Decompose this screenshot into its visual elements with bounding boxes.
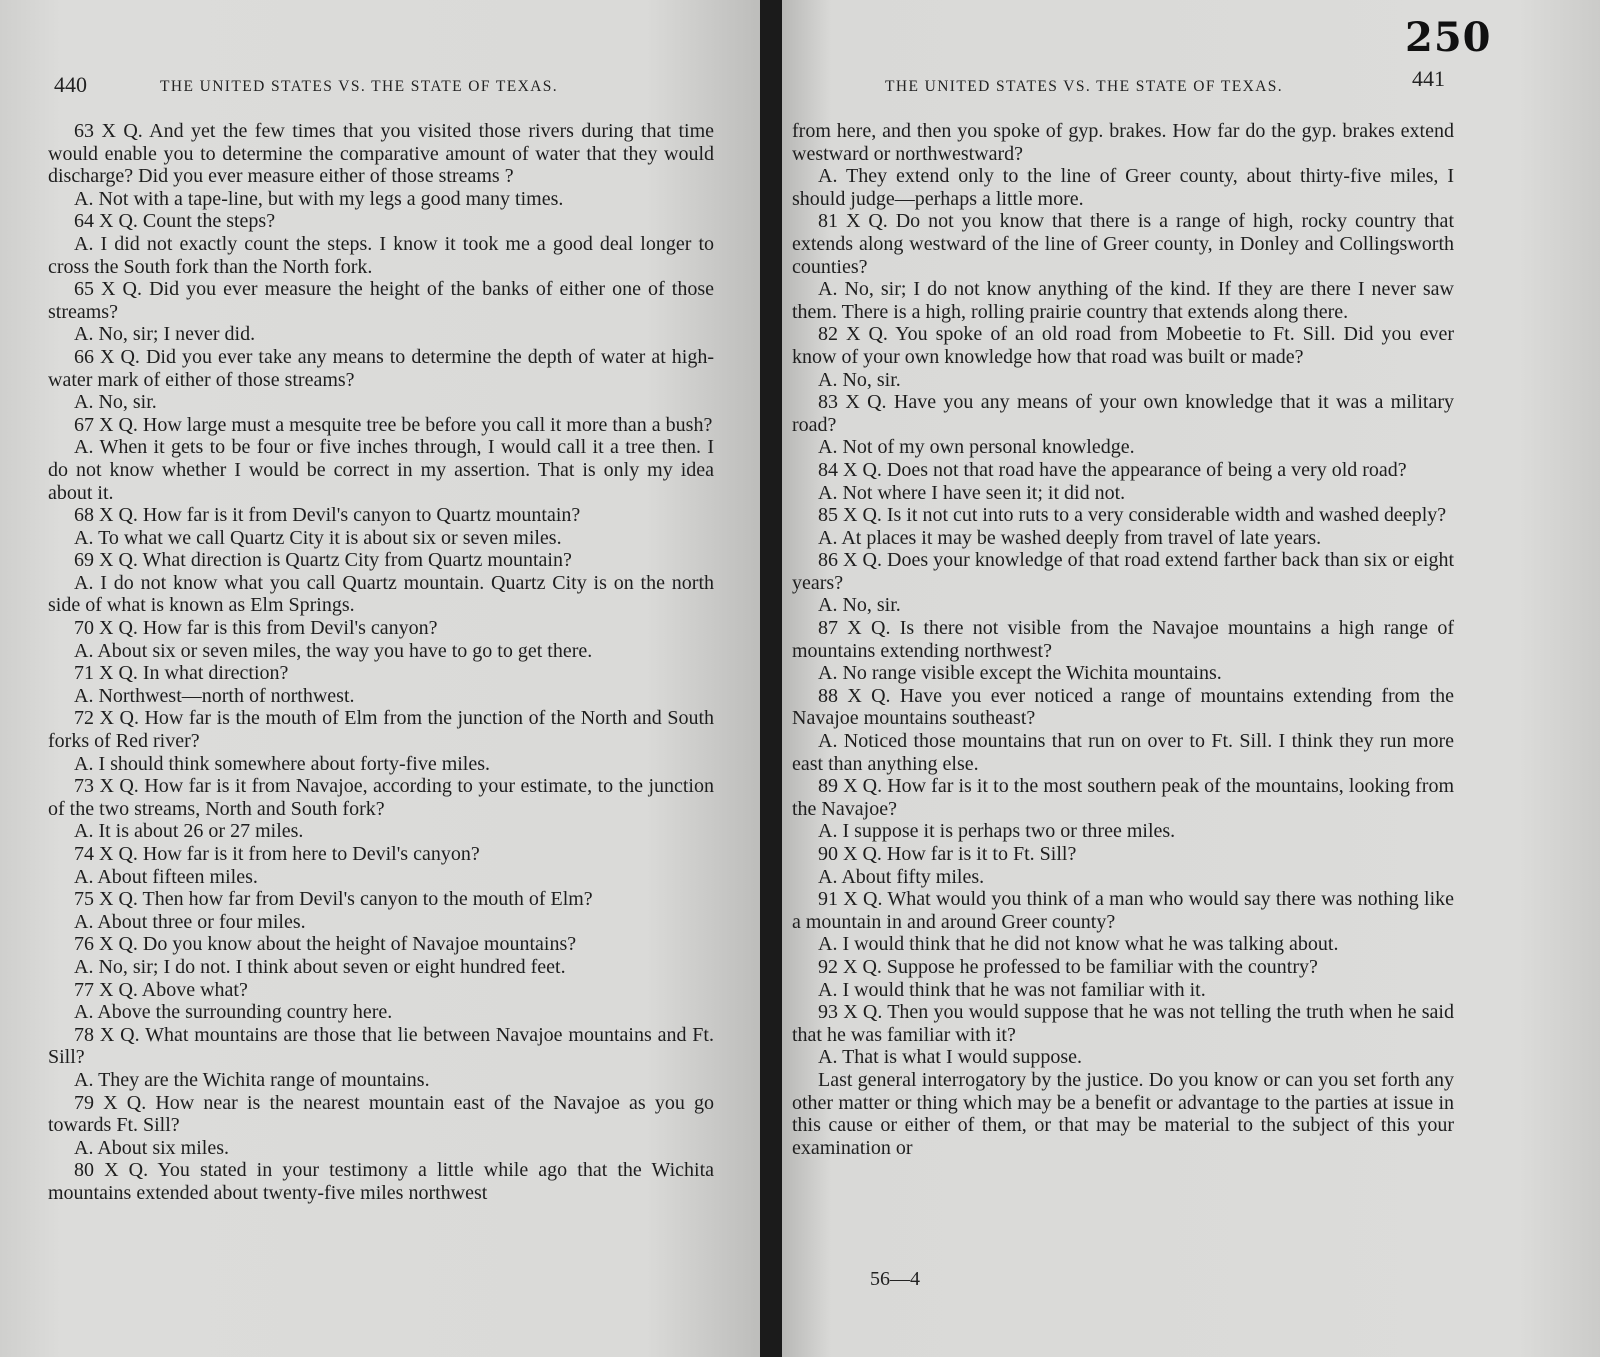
answer-paragraph: A. I do not know what you call Quartz mountain. Quartz City is on the north side of what is known as Elm Springs. [48, 571, 714, 617]
answer-paragraph: A. About six miles. [74, 1136, 230, 1159]
question-paragraph: 78 X Q. What mountains are those that lie between Navajoe mountains and Ft. Sill? [48, 1023, 714, 1069]
answer-paragraph: A. I suppose it is perhaps two or three miles. [818, 820, 1176, 843]
question-paragraph: 82 X Q. You spoke of an old road from Mobeetie to Ft. Sill. Did you ever know of your own knowledge how that road was built or made? [792, 323, 1454, 368]
question-paragraph: 71 X Q. In what direction? [74, 662, 289, 685]
question-paragraph: 68 X Q. How far is it from Devil's canyon to Quartz mountain? [74, 504, 581, 527]
answer-paragraph: A. About fifty miles. [818, 865, 985, 888]
answer-paragraph: A. No, sir. [74, 391, 157, 414]
left-page-number: 440 [54, 72, 87, 97]
question-paragraph: 84 X Q. Does not that road have the appearance of being a very old road? [818, 458, 1407, 481]
question-paragraph: 85 X Q. Is it not cut into ruts to a very considerable width and washed deeply? [818, 504, 1447, 527]
answer-paragraph: A. About fifteen miles. [74, 865, 258, 888]
right-running-head: THE UNITED STATES VS. THE STATE OF TEXAS. [885, 78, 1284, 95]
question-paragraph: 69 X Q. What direction is Quartz City from Quartz mountain? [74, 549, 572, 572]
answer-paragraph: A. I would think that he was not familiar with it. [818, 978, 1206, 1001]
answer-paragraph: A. Not of my own personal knowledge. [818, 436, 1135, 459]
answer-paragraph: A. About three or four miles. [74, 910, 306, 933]
question-paragraph: 91 X Q. What would you think of a man who would say there was nothing like a mountain in and around Greer county? [792, 888, 1454, 933]
question-paragraph: 80 X Q. You stated in your testimony a little while ago that the Wichita mountains extended about twenty-five miles northwest [48, 1159, 714, 1204]
continuation-paragraph: from here, and then you spoke of gyp. brakes. How far do the gyp. brakes extend westward or northwestward? [792, 120, 1454, 165]
question-paragraph: 92 X Q. Suppose he professed to be familiar with the country? [818, 955, 1318, 978]
question-paragraph: 76 X Q. Do you know about the height of Navajoe mountains? [74, 933, 577, 956]
question-paragraph: 74 X Q. How far is it from here to Devil's canyon? [74, 843, 480, 865]
answer-paragraph: A. I did not exactly count the steps. I know it took me a good deal longer to cross the South fork than the North fork. [48, 232, 714, 278]
right-page [782, 0, 1600, 1357]
left-page [0, 0, 760, 1357]
answer-paragraph: A. Northwest—north of northwest. [74, 684, 355, 707]
question-paragraph: 89 X Q. How far is it to the most southern peak of the mountains, looking from the Navajoe? [792, 775, 1454, 820]
answer-paragraph: A. That is what I would suppose. [818, 1046, 1083, 1069]
question-paragraph: 83 X Q. Have you any means of your own knowledge that it was a military road? [792, 391, 1454, 436]
right-page-number: 441 [1412, 66, 1445, 91]
answer-paragraph: A. They extend only to the line of Greer county, about thirty-five miles, I should judge—perhaps a little more. [792, 165, 1454, 210]
answer-paragraph: A. They are the Wichita range of mountains. [74, 1068, 430, 1091]
answer-paragraph: A. Noticed those mountains that run on over to Ft. Sill. I think they run more east than anything else. [792, 730, 1454, 775]
question-paragraph: 63 X Q. And yet the few times that you visited those rivers during that time would enable you to determine the comparative amount of water that they would discharge? Did you ever measure either of those streams ? [48, 120, 714, 188]
question-paragraph: 73 X Q. How far is it from Navajoe, according to your estimate, to the junction of the two streams, North and South fork? [48, 775, 714, 820]
answer-paragraph: A. I should think somewhere about forty-five miles. [74, 752, 491, 775]
answer-paragraph: A. To what we call Quartz City it is about six or seven miles. [74, 526, 562, 549]
signature-mark: 56—4 [870, 1268, 920, 1290]
answer-paragraph: A. No, sir; I do not know anything of the kind. If they are there I never saw them. There is a high, rolling prairie country that extends along there. [792, 278, 1454, 323]
question-paragraph: 64 X Q. Count the steps? [74, 210, 276, 233]
answer-paragraph: A. It is about 26 or 27 miles. [74, 820, 304, 843]
question-paragraph: 75 X Q. Then how far from Devil's canyon to the mouth of Elm? [74, 888, 593, 911]
right-text-column [792, 120, 1454, 1159]
answer-paragraph: A. When it gets to be four or five inches through, I would call it a tree then. I do not know whether I would be correct in my assertion. That is only my idea about it. [48, 436, 714, 504]
answer-paragraph: A. No, sir. [818, 594, 901, 617]
question-paragraph: 90 X Q. How far is it to Ft. Sill? [818, 843, 1077, 865]
answer-paragraph: A. I would think that he did not know what he was talking about. [818, 933, 1339, 956]
answer-paragraph: A. Not with a tape-line, but with my legs a good many times. [74, 187, 564, 210]
answer-paragraph: A. About six or seven miles, the way you have to go to get there. [74, 639, 593, 662]
question-paragraph: 79 X Q. How near is the nearest mountain east of the Navajoe as you go towards Ft. Sill? [48, 1091, 714, 1137]
question-paragraph: 87 X Q. Is there not visible from the Navajoe mountains a high range of mountains extending northwest? [792, 617, 1454, 662]
question-paragraph: 67 X Q. How large must a mesquite tree be before you call it more than a bush? [74, 413, 713, 436]
question-paragraph: Last general interrogatory by the justice. Do you know or can you set forth any other matter or thing which may be a benefit or advantage to the parties at issue in this cause or either of them, or that may be material to the subject of this your examination or [792, 1068, 1454, 1159]
answer-paragraph: A. No, sir. [818, 368, 901, 391]
answer-paragraph: A. Above the surrounding country here. [74, 1001, 393, 1024]
left-text-column [48, 120, 714, 1205]
question-paragraph: 66 X Q. Did you ever take any means to determine the depth of water at high-water mark of either of those streams? [48, 345, 714, 391]
question-paragraph: 86 X Q. Does your knowledge of that road extend farther back than six or eight years? [792, 549, 1454, 594]
left-running-head: THE UNITED STATES VS. THE STATE OF TEXAS. [160, 78, 559, 95]
answer-paragraph: A. Not where I have seen it; it did not. [818, 481, 1126, 504]
question-paragraph: 70 X Q. How far is this from Devil's canyon? [74, 617, 438, 640]
question-paragraph: 93 X Q. Then you would suppose that he was not telling the truth when he said that he was familiar with it? [792, 1001, 1454, 1046]
answer-paragraph: A. No range visible except the Wichita mountains. [818, 662, 1222, 685]
question-paragraph: 77 X Q. Above what? [74, 978, 248, 1001]
answer-paragraph: A. No, sir; I do not. I think about seven or eight hundred feet. [74, 955, 566, 978]
answer-paragraph: A. At places it may be washed deeply from travel of late years. [818, 526, 1322, 549]
question-paragraph: 81 X Q. Do not you know that there is a range of high, rocky country that extends along westward of the line of Greer county, in Donley and Collingsworth counties? [792, 210, 1454, 278]
stamp-page-number: 250 [1405, 14, 1492, 61]
question-paragraph: 72 X Q. How far is the mouth of Elm from the junction of the North and South forks of Red river? [48, 707, 714, 753]
question-paragraph: 65 X Q. Did you ever measure the height of the banks of either one of those streams? [48, 278, 714, 323]
question-paragraph: 88 X Q. Have you ever noticed a range of mountains extending from the Navajoe mountains southeast? [792, 684, 1454, 730]
answer-paragraph: A. No, sir; I never did. [74, 323, 256, 346]
